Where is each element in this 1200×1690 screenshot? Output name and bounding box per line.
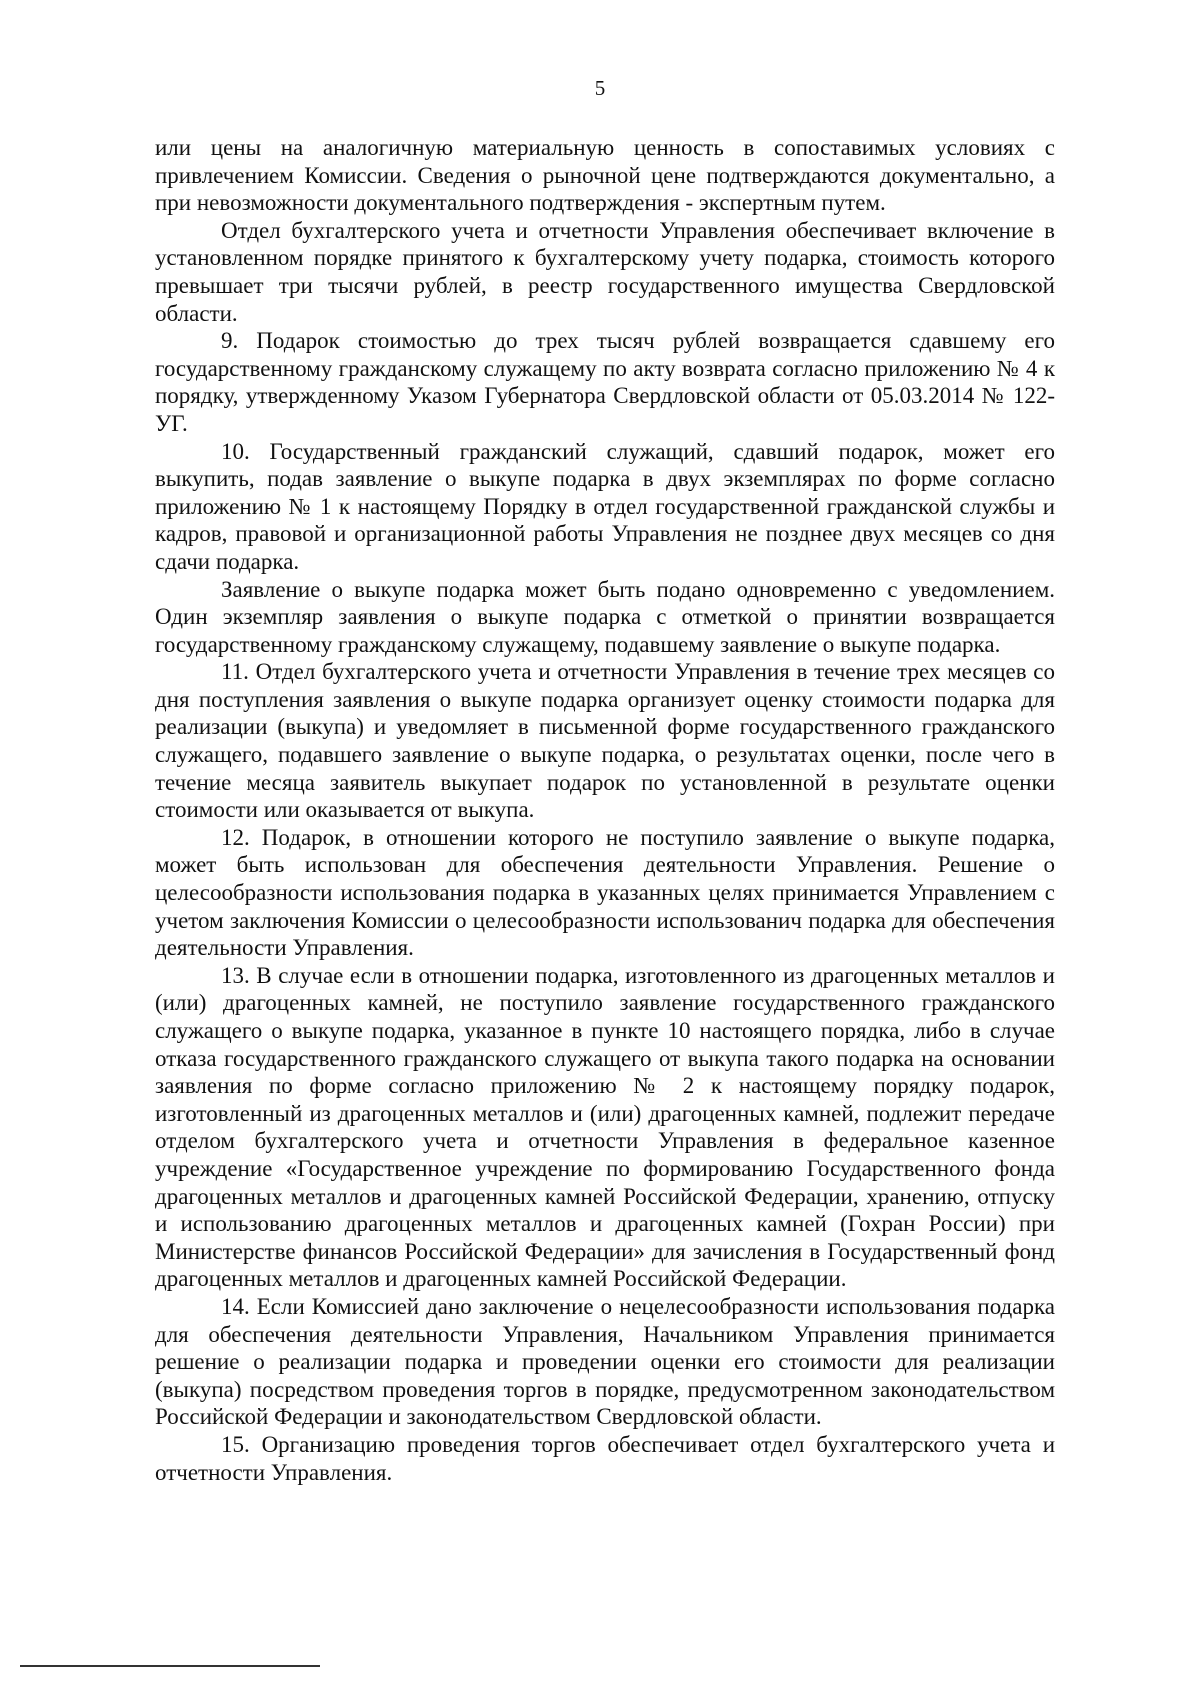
page-number: 5	[594, 76, 606, 100]
paragraph-item-10-application: Заявление о выкупе подарка может быть подано одновременно с уведомлением. Один экземпляр заявления о выкупе подарка с отметкой о принятии возвращается государственному гражданскому служащему, подавшему заявление о выкупе подарка.	[155, 576, 1055, 657]
paragraph-item-9: 9. Подарок стоимостью до трех тысяч рублей возвращается сдавшему его государственному гражданскому служащему по акту возврата согласно приложению № 4 к порядку, утвержденному Указом Губернатора Свердловской области от 05.03.2014 № 122-УГ.	[155, 328, 1055, 436]
paragraph-accounting-registry: Отдел бухгалтерского учета и отчетности Управления обеспечивает включение в установленном порядке принятого к бухгалтерскому учету подарка, стоимость которого превышает три тысячи рублей, в реестр государственного имущества Свердловской области.	[155, 217, 1055, 326]
paragraph-item-15: 15. Организацию проведения торгов обеспечивает отдел бухгалтерского учета и отчетности Управления.	[155, 1431, 1055, 1485]
paragraph-item-12: 12. Подарок, в отношении которого не поступило заявление о выкупе подарка, может быть использован для обеспечения деятельности Управления. Решение о целесообразности использования подарка в указанных целях принимается Управлением с учетом заключения Комиссии о целесообразности использованич подарка для обеспечения деятельности Управления.	[155, 824, 1055, 961]
footer-rule	[20, 1665, 320, 1667]
paragraph-item-13: 13. В случае если в отношении подарка, изготовленного из драгоценных металлов и (или) драгоценных камней, не поступило заявление государственного гражданского служащего о выкупе подарка, указанное в пункте 10 настоящего порядка, либо в случае отказа государственного гражданского служащего от выкупа такого подарка на основании заявления по форме согласно приложению № 2 к настоящему порядку подарок, изготовленный из драгоценных металлов и (или) драгоценных камней, подлежит передаче отделом бухгалтерского учета и отчетности Управления в федеральное казенное учреждение «Государственное учреждение по формированию Государственного фонда драгоценных металлов и драгоценных камней Российской Федерации, хранению, отпуску и использованию драгоценных металлов и драгоценных камней (Гохран России) при Министерстве финансов Российской Федерации» для зачисления в Государственный фонд драгоценных металлов и драгоценных камней Российской Федерации.	[155, 962, 1055, 1292]
paragraph-continuation: или цены на аналогичную материальную ценность в сопоставимых условиях с привлечением Комиссии. Сведения о рыночной цене подтверждаются документально, а при невозможности документального подтверждения - экспертным путем.	[155, 135, 1055, 216]
document-body	[155, 134, 1055, 1486]
paragraph-item-10: 10. Государственный гражданский служащий, сдавший подарок, может его выкупить, подав заявление о выкупе подарка в двух экземплярах по форме согласно приложению № 1 к настоящему Порядку в отдел государственной гражданской службы и кадров, правовой и организационной работы Управления не позднее двух месяцев со дня сдачи подарка.	[155, 438, 1055, 574]
paragraph-item-11: 11. Отдел бухгалтерского учета и отчетности Управления в течение трех месяцев со дня поступления заявления о выкупе подарка организует оценку стоимости подарка для реализации (выкупа) и уведомляет в письменной форме государственного гражданского служащего, подавшего заявление о выкупе подарка, о результатах оценки, после чего в течение месяца заявитель выкупает подарок по установленной в результате оценки стоимости или оказывается от выкупа.	[155, 659, 1055, 823]
paragraph-item-14: 14. Если Комиссией дано заключение о нецелесообразности использования подарка для обеспечения деятельности Управления, Начальником Управления принимается решение о реализации подарка и проведении оценки его стоимости для реализации (выкупа) посредством проведения торгов в порядке, предусмотренном законодательством Российской Федерации и законодательством Свердловской области.	[155, 1293, 1055, 1430]
